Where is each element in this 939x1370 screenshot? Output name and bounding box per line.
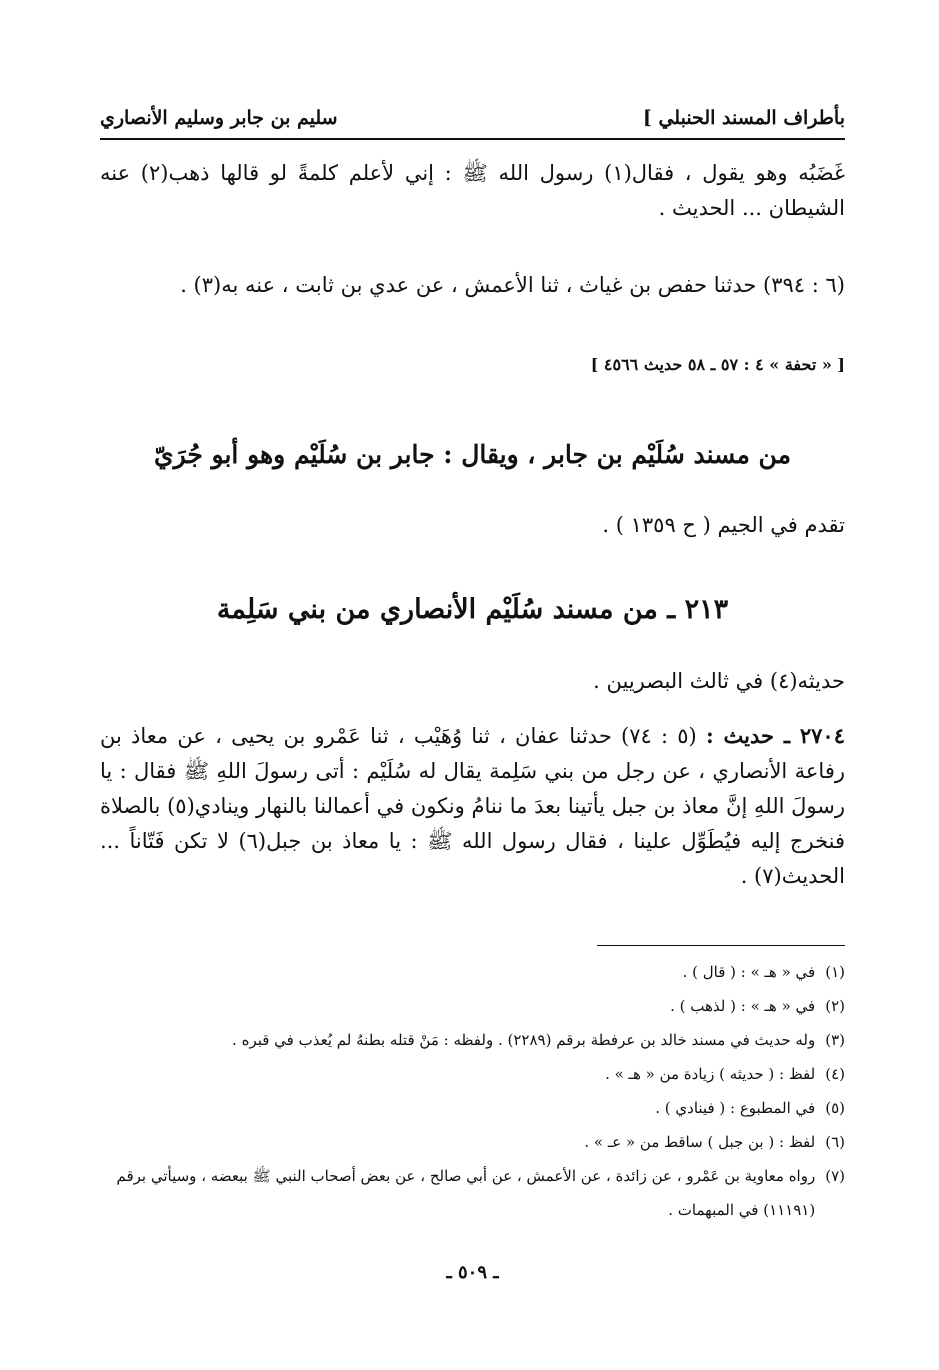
- hadith-number: ٢٧٠٤ ـ حديث :: [705, 723, 845, 748]
- paragraph-continued-hadith: غَضَبُه وهو يقول ، فقال(١) رسول الله ﷺ : إني لأعلم كلمةً لو قالها ذهب(٢) عنه الشيطان ... الحديث .: [100, 161, 846, 220]
- footnote: [100, 1023, 845, 1057]
- section-note-hadith-location: حديثه(٤) في ثالث البصريين .: [593, 669, 845, 693]
- footnote: [100, 1057, 845, 1091]
- footnote: [100, 1125, 845, 1159]
- footnote: [100, 1159, 845, 1227]
- tuhfa-reference: [ « تحفة » ٤ : ٥٧ ـ ٥٨ حديث ٤٥٦٦ ]: [590, 355, 845, 374]
- section-heading-sulaym-ibn-jabir: من مسند سُلَيْم بن جابر ، ويقال : جابر بن سُلَيْم وهو أبو جُرَيّ: [154, 440, 791, 469]
- footnotes-list: [100, 955, 845, 1227]
- footnote-number: (٣): [825, 1031, 845, 1049]
- footnote-text: في « هـ » : ( قال ) .: [682, 963, 816, 981]
- book-page: [100, 0, 845, 1370]
- header-book-title: بأطراف المسند الحنبلي ]: [642, 107, 845, 129]
- page-number: ـ ٥٠٩ ـ: [446, 1262, 499, 1283]
- footnote-text: وله حديث في مسند خالد بن عرفطة برقم (٢٢٨٩) . ولفظه : مَنْ قتله بطنهُ لم يُعذب في قبره .: [232, 1031, 816, 1049]
- footnote-number: (٤): [825, 1065, 845, 1083]
- footnote: [100, 955, 845, 989]
- footnote: [100, 1091, 845, 1125]
- footnote-number: (٧): [825, 1167, 845, 1185]
- footnote-text: في المطبوع : ( فينادي ) .: [655, 1099, 816, 1117]
- footnote-text: في « هـ » : ( لذهب ) .: [670, 997, 816, 1015]
- footnote-number: (٦): [825, 1133, 845, 1151]
- header-section-title: سليم بن جابر وسليم الأنصاري: [100, 107, 338, 129]
- footnote-number: (٢): [825, 997, 845, 1015]
- hadith-paragraph: [100, 718, 845, 894]
- footnote-text: لفظ : ( بن جبل ) ساقط من « عـ » .: [584, 1133, 816, 1151]
- section-heading-sulaym-al-ansari: ٢١٣ ـ من مسند سُلَيْم الأنصاري من بني سَلِمة: [216, 594, 729, 625]
- paragraph-isnad: (٦ : ٣٩٤) حدثنا حفص بن غياث ، ثنا الأعمش ، عن عدي بن ثابت ، عنه به(٣) .: [180, 273, 845, 297]
- section-note-cross-reference: تقدم في الجيم ( ح ١٣٥٩ ) .: [602, 513, 845, 537]
- footnote-divider: [597, 945, 845, 946]
- footnote-number: (١): [825, 963, 845, 981]
- footnote: [100, 989, 845, 1023]
- footnote-text: لفظ : ( حديثه ) زيادة من « هـ » .: [605, 1065, 816, 1083]
- footnote-text: رواه معاوية بن عَمْرو ، عن زائدة ، عن الأعمش ، عن أبي صالح ، عن بعض أصحاب النبي ﷺ ببعضه ، وسيأتي برقم (١١١٩١) في المبهمات .: [116, 1167, 816, 1219]
- footnote-number: (٥): [825, 1099, 845, 1117]
- hadith-text: (٥ : ٧٤) حدثنا عفان ، ثنا وُهَيْب ، ثنا عَمْرو بن يحيى ، عن معاذ بن رفاعة الأنصاري ، عن رجل من بني سَلِمة يقال له سُلَيْم : أتى رسولَ اللهِ ﷺ فقال : يا رسولَ اللهِ إنَّ معاذ بن جبل يأتينا بعدَ ما ننامُ ونكون في أعمالنا بالنهار وينادي(٥) بالصلاة فنخرج إليه فيُطَوِّل علينا ، فقال رسول الله ﷺ : يا معاذ بن جبل(٦) لا تكن فَتّاناً ... الحديث(٧) .: [100, 724, 846, 888]
- running-header: [100, 98, 845, 140]
